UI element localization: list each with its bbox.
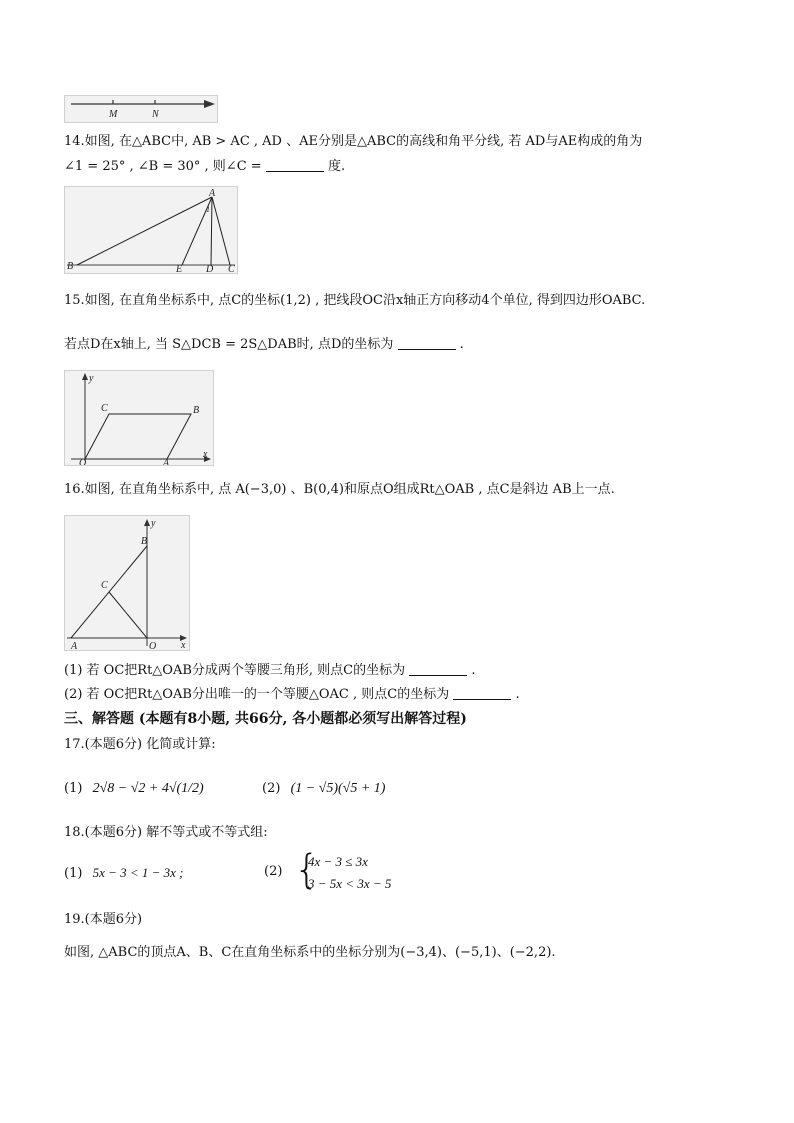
q16-label-a: A [71,641,78,650]
q16-right-triangle-figure [64,515,190,651]
q16-sub2 [64,686,520,704]
q16-label-c: C [101,580,108,591]
q17-part1-expression: 2√8 − √2 + 4√(1/2) [92,781,204,796]
q19-title: 19.(本题6分) [64,912,143,927]
q16-line1: 16.如图, 在直角坐标系中, 点 A(−3,0) 、B(0,4)和原点O组成Rt△OAB , 点C是斜边 AB上一点. [64,482,615,497]
q15-line2-end: . [459,337,464,352]
q15-label-y: y [89,373,94,384]
q18-title: 18.(本题6分) 解不等式或不等式组: [64,825,268,840]
q18-part2-line1: 4x − 3 ≤ 3x [308,854,368,869]
q16-sub2-end: . [515,687,520,702]
q18-part2-label: (2) [264,864,283,879]
q16-sub1-text: (1) 若 OC把Rt△OAB分成两个等腰三角形, 则点C的坐标为 [64,663,406,678]
q15-label-o: O [79,458,87,465]
q17-part2-expression: (1 − √5)(√5 + 1) [290,781,386,796]
q15-label-a: A [163,458,170,465]
q16-label-y: y [151,518,156,529]
q16-label-x: x [181,640,186,650]
q17-part1 [64,780,204,798]
q15-answer-blank [398,337,456,350]
q18-part2 [264,847,444,894]
q14-label-b: B [67,261,74,272]
q14-line1: 14.如图, 在△ABC中, AB > AC , AD 、AE分别是△ABC的高线和角平分线, 若 AD与AE构成的角为 [64,134,643,149]
q14-label-c: C [228,264,235,273]
q14-triangle-figure [64,186,238,274]
q16-sub1-end: . [471,663,476,678]
q16-sub1 [64,662,476,680]
q15-line2 [64,336,464,354]
q15-label-c: C [101,403,108,414]
q18-part1-label: (1) [64,866,83,881]
q14-line2 [64,158,345,176]
q18-part1 [64,864,184,883]
point-m-label: M [109,109,118,120]
section-3-heading: 三、解答题 (本题有8小题, 共66分, 各小题都必须写出解答过程) [64,711,467,727]
q14-label-1: 1 [206,205,210,214]
q17-part2 [262,780,385,798]
q15-parallelogram-figure [64,370,214,466]
q18-brace: { [294,847,320,893]
q18-part2-line2: 3 − 5x < 3x − 5 [308,876,392,891]
q15-label-x: x [203,449,208,460]
q16-sub2-text: (2) 若 OC把Rt△OAB分出唯一的一个等腰△OAC , 则点C的坐标为 [64,687,450,702]
q17-part1-label: (1) [64,781,83,796]
q14-answer-blank [266,159,324,172]
q16-sub1-blank [409,663,467,676]
q15-label-b: B [193,405,200,416]
number-line-figure [64,95,218,123]
point-n-label: N [152,109,159,120]
q14-label-e: E [176,264,183,273]
q16-label-b: B [141,536,148,547]
q17-title: 17.(本题6分) 化简或计算: [64,737,216,752]
q17-part2-label: (2) [262,781,281,796]
q16-label-o: O [149,641,157,650]
q15-line2-text: 若点D在x轴上, 当 S△DCB = 2S△DAB时, 点D的坐标为 [64,337,394,352]
q14-label-a: A [209,188,216,199]
q19-line: 如图, △ABC的顶点A、B、C在直角坐标系中的坐标分别为(−3,4)、(−5,1)、(−2,2). [64,945,556,960]
q14-line2-end: 度. [327,159,346,174]
q15-line1: 15.如图, 在直角坐标系中, 点C的坐标(1,2) , 把线段OC沿x轴正方向移动4个单位, 得到四边形OABC. [64,293,646,308]
q16-sub2-blank [453,687,511,700]
q18-part1-expression: 5x − 3 < 1 − 3x ; [92,865,184,880]
q14-label-d: D [206,264,214,273]
q14-line2-text: ∠1 = 25° , ∠B = 30° , 则∠C = [64,159,262,174]
